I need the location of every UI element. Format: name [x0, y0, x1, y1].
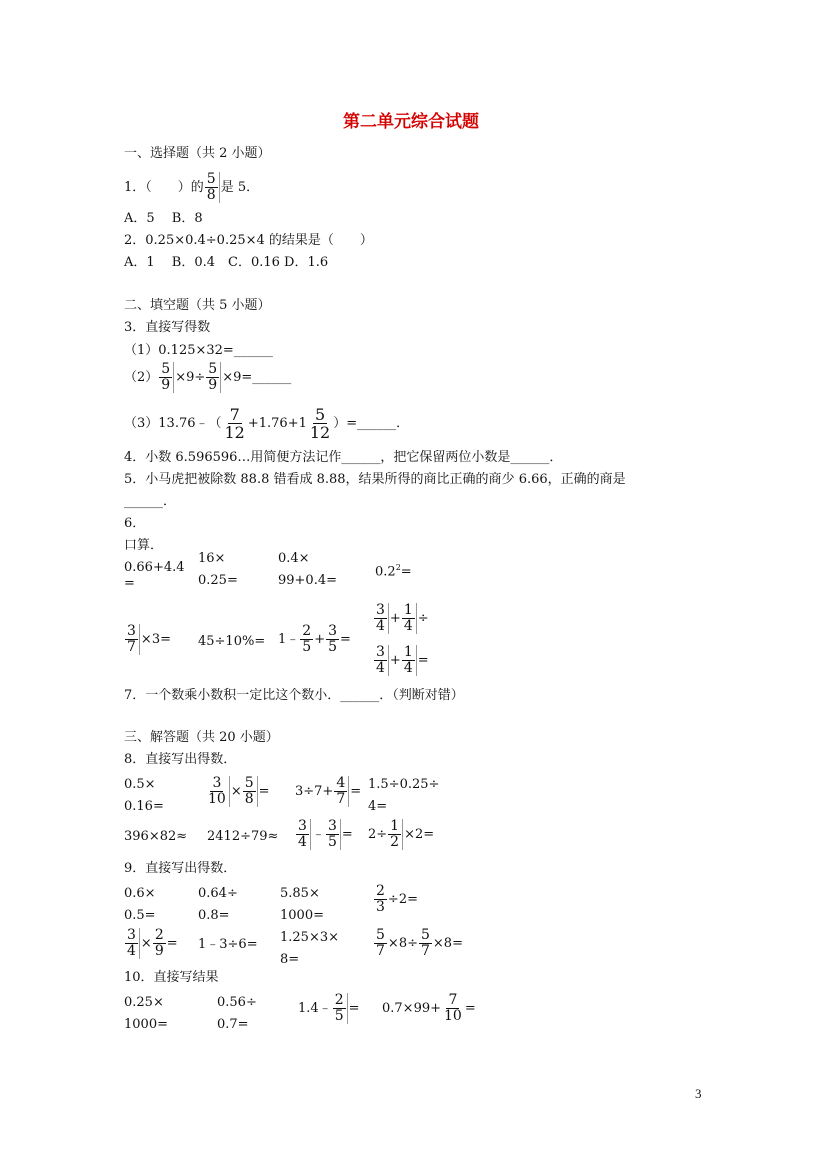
fraction: $\frac{3}{4}$ [374, 603, 389, 634]
q6-calc-4: $0.2^2=$ [375, 563, 412, 580]
fraction: $\frac{5}{8}$ [243, 776, 258, 807]
q9-calc-d: $\frac{2}{3}$ ÷2= [376, 883, 418, 915]
section-fill: 二、填空题（共 5 小题） [124, 298, 271, 313]
q6-calc-8-line2: $\frac{3}{4}$ + $\frac{1}{4}$ = [376, 644, 429, 676]
fraction: $\frac{3}{4}$ [296, 819, 311, 850]
q8-calc-g: $\frac{3}{4}$ ﹣ $\frac{3}{5}$ = [298, 818, 353, 850]
fraction: $\frac{5}{9}$ [206, 362, 221, 393]
fraction: $\frac{3}{7}$ [125, 624, 140, 655]
q8-calc-d: 1.5÷0.25÷ 4= [368, 777, 440, 814]
fraction: $\frac{5}{9}$ [159, 362, 174, 393]
fraction: $\frac{1}{4}$ [402, 645, 417, 676]
page-title: 第二单元综合试题 [343, 112, 479, 132]
fraction: $\frac{4}{7}$ [334, 776, 349, 807]
q6-calc-8-line1: $\frac{3}{4}$ + $\frac{1}{4}$ ÷ [376, 602, 429, 634]
fraction: $\frac{2}{5}$ [302, 623, 312, 655]
fraction: $\frac{5}{8}$ [205, 172, 220, 203]
q8-calc-a: 0.5× 0.16= [124, 777, 164, 814]
fraction: $\frac{2}{3}$ [376, 883, 385, 915]
q10-calc-c: 1.4﹣ $\frac{2}{5}$ = [298, 992, 360, 1024]
q9-calc-b: 0.64÷ 0.8= [198, 886, 238, 923]
fraction: $\frac{3}{4}$ [125, 928, 140, 959]
q10-calc-a: 0.25× 1000= [124, 995, 168, 1032]
q6-calc-6: 45÷10%= [198, 634, 266, 649]
fraction: $\frac{5}{12}$ [309, 405, 331, 442]
q6-calc-1: 0.66+4.4 = [124, 560, 185, 591]
q9-calc-g: 1.25×3× 8= [280, 930, 340, 967]
question-8: 8．直接写出得数． [124, 752, 237, 767]
q8-calc-h: 2÷ $\frac{1}{2}$ ×2= [368, 818, 435, 850]
question-1 [124, 172, 259, 203]
q9-calc-a: 0.6× 0.5= [124, 886, 156, 923]
question-3: 3．直接写得数 [124, 320, 211, 335]
fraction: $\frac{1}{4}$ [402, 603, 417, 634]
q8-calc-f: 2412÷79≈ [207, 829, 279, 844]
question-2: 2．0.25×0.4÷0.25×4 的结果是（ ） [124, 233, 373, 248]
question-7: 7．一个数乘小数积一定比这个数小．______．（判断对错） [124, 688, 464, 703]
q6-calc-2: 16× 0.25= [198, 551, 238, 588]
q6-calc-3: 0.4× 99+0.4= [278, 551, 338, 588]
q10-calc-b: 0.56÷ 0.7= [217, 995, 257, 1032]
fraction: $\frac{3}{5}$ [328, 623, 338, 655]
question-5-line2: ______． [124, 494, 177, 509]
fraction: $\frac{5}{7}$ [376, 927, 385, 959]
q1-options: A．5 B．8 [124, 211, 203, 226]
q9-calc-e: $\frac{3}{4}$ × $\frac{2}{9}$ = [127, 927, 178, 959]
q3-part2: （2） $\frac{5}{9}$ ×9÷ $\frac{5}{9}$ ×9=______ [124, 361, 292, 393]
fraction: $\frac{7}{12}$ [224, 405, 245, 442]
question-4: 4．小数 6.596596…用简便方法记作______，把它保留两位小数是______． [124, 450, 563, 465]
q1-pre: 1．（ ）的 [124, 179, 204, 195]
q6-calc-7: 1﹣ $\frac{2}{5}$ + $\frac{3}{5}$ = [278, 623, 351, 655]
q9-calc-c: 5.85× 1000= [280, 886, 324, 923]
q2-options: A．1 B．0.4 C．0.16 D．1.6 [124, 255, 329, 270]
q9-calc-f: 1﹣3÷6= [198, 937, 258, 952]
q3-part1: （1）0.125×32=______ [124, 343, 273, 358]
q8-calc-e: 396×82≈ [124, 829, 188, 844]
q10-calc-d: 0.7×99+ $\frac{7}{10}$ = [382, 992, 476, 1024]
q9-calc-h: $\frac{5}{7}$ ×8÷ $\frac{5}{7}$ ×8= [376, 927, 463, 959]
fraction: $\frac{3}{5}$ [326, 819, 341, 850]
q6-calc-5: $\frac{3}{7}$ ×3= [127, 623, 171, 655]
page-number: 3 [695, 1086, 702, 1101]
question-5: 5．小马虎把被除数 88.8 错看成 8.88，结果所得的商比正确的商少 6.66，正确的商是 [124, 472, 626, 487]
q1-post: 是 5． [220, 179, 260, 195]
q6-stem: 口算． [124, 538, 164, 553]
question-10: 10．直接写结果 [124, 970, 219, 985]
q8-calc-b: $\frac{3}{10}$ × $\frac{5}{8}$ = [208, 775, 270, 807]
fraction: $\frac{5}{7}$ [420, 927, 430, 959]
q8-calc-c: 3÷7+ $\frac{4}{7}$ = [295, 775, 362, 807]
fraction: $\frac{3}{10}$ [206, 776, 230, 807]
fraction: $\frac{3}{4}$ [374, 645, 389, 676]
q3-part3: （3）13.76﹣（ $\frac{7}{12}$ +1.76+1 $\frac{5}{12}$ ）=______． [124, 405, 410, 442]
fraction: $\frac{1}{2}$ [388, 819, 403, 850]
fraction: $\frac{2}{5}$ [333, 993, 348, 1024]
question-9: 9．直接写出得数． [124, 861, 237, 876]
fraction: $\frac{2}{9}$ [154, 927, 164, 959]
section-solve: 三、解答题（共 20 小题） [124, 730, 279, 745]
question-6: 6． [124, 516, 146, 531]
section-choice: 一、选择题（共 2 小题） [124, 146, 271, 161]
fraction: $\frac{7}{10}$ [444, 992, 462, 1024]
